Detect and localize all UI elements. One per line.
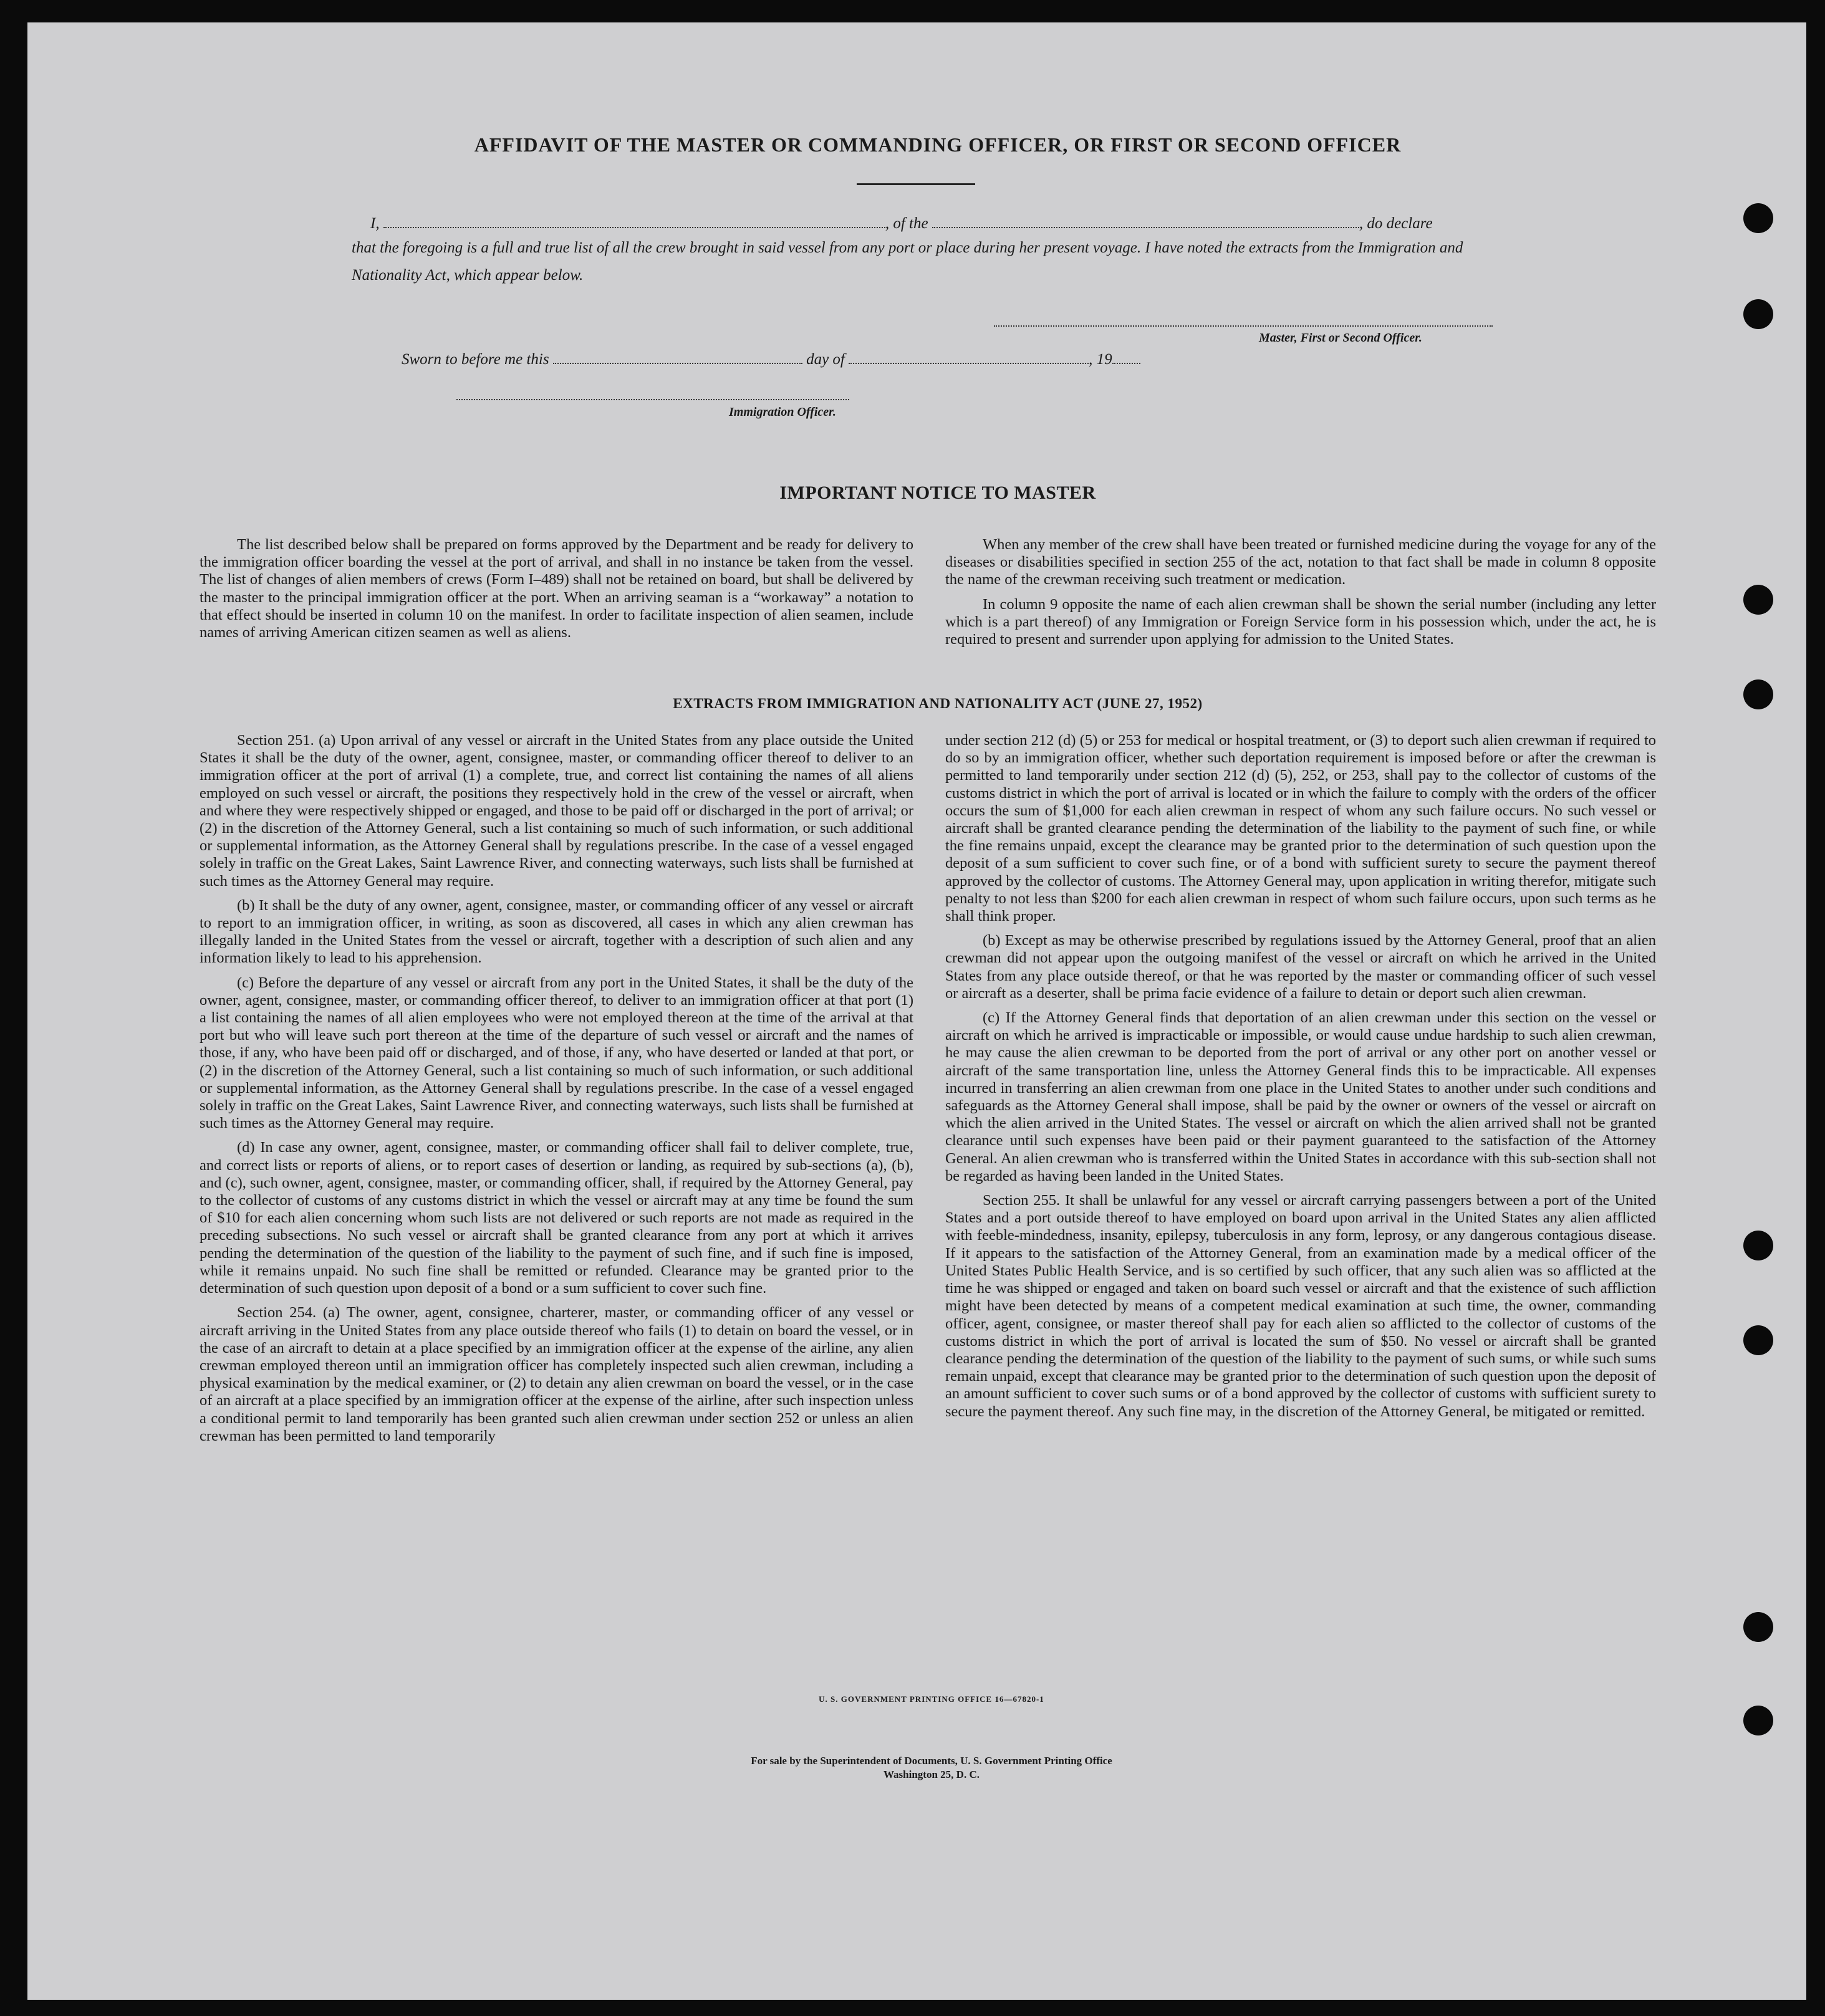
section-paragraph: (c) Before the departure of any vessel or aircraft from any port in the United States, it shall be the duty of the owner, agent, consignee, master, or commanding officer thereof, to deliver to an immigration officer at that port (1) a list containing the names of all alien employees who were not employed thereon at the time of the arrival at that port but who will leave such port thereon at the time of the departure of such vessel or aircraft and the names of those, if any, who have been paid off or discharged, and of those, if any, who have deserted or landed at that port, or (2) in the discretion of the Attorney General, such a list containing so much of such information, or such additional or supplemental information, as the Attorney General shall by regulations prescribe. In the case of a vessel engaged solely in traffic on the Great Lakes, Saint Lawrence River, and connecting waterways, such lists shall be furnished at such times as the Attorney General may require. <box>200 974 913 1132</box>
notice-right-paragraph: In column 9 opposite the name of each alien crewman shall be shown the serial number (including any letter which is a part thereof) of any Immigration or Foreign Service form in his possession which, under the act, he is required to present and surrender upon applying for admission to the United States. <box>945 595 1656 648</box>
punch-hole <box>1743 203 1773 233</box>
master-signature-label: Master, First or Second Officer. <box>1259 331 1422 345</box>
master-signature-line[interactable] <box>994 325 1493 327</box>
title-rule <box>857 183 975 185</box>
punch-hole <box>1743 1706 1773 1735</box>
section-paragraph: (d) In case any owner, agent, consignee, master, or commanding officer shall fail to deliver complete, true, and correct lists or reports of aliens, or to report cases of desertion or landing, as required by sub-sections (a), (b), and (c), such owner, agent, consignee, master, or commanding officer, shall, if required by the Attorney General, pay to the collector of customs of any customs district in which the vessel or aircraft may at any time be found the sum of $10 for each alien concerning whom such lists are not delivered or such reports are not made as required in the preceding subsections. No such vessel or aircraft shall be granted clearance from any port at which it arrives pending the determination of the question of the liability to the payment of such fine, and if such fine is imposed, while it remains unpaid. No such fine shall be remitted or refunded. Clearance may be granted prior to the determination of such question upon deposit of a bond or a sum sufficient to cover such fine. <box>200 1139 913 1297</box>
extracts-left-column <box>200 732 913 1452</box>
do-declare-label: , do declare <box>1359 215 1433 232</box>
extracts-right-column <box>945 732 1656 1428</box>
of-the-label: , of the <box>885 215 928 232</box>
punch-hole <box>1743 1231 1773 1260</box>
notice-left-column <box>200 536 913 648</box>
sworn-day-field[interactable] <box>553 349 802 364</box>
section-paragraph: Section 255. It shall be unlawful for any vessel or aircraft carrying passengers between a port of the United States and a port outside thereof to have employed on board upon arrival in the United States any alien afflicted with feeble-mindedness, insanity, epilepsy, tuberculosis in any form, leprosy, or any dangerous contagious disease. If it appears to the satisfaction of the Attorney General, from an examination made by a medical officer of the United States Public Health Service, and is so certified by such officer, that any such alien was so afflicted at the time he was shipped or engaged and taken on board such vessel or aircraft and that the existence of such affliction might have been detected by means of a competent medical examination at such time, the owner, commanding officer, agent, consignee, or master thereof shall pay for each alien so afflicted to the collector of customs of the customs district in which the port of arrival is located the sum of $50. No vessel or aircraft shall be granted clearance pending the determination of the question of the liability to the payment of such sums, or while such sums remain unpaid, except that clearance may be granted prior to the determination of such question upon the deposit of an amount sufficient to cover such sums or of a bond approved by the collector of customs with sufficient surety to secure the payment thereof. Any such fine may, in the discretion of the Attorney General, be mitigated or remitted. <box>945 1192 1656 1420</box>
notice-right-paragraph: When any member of the crew shall have been treated or furnished medicine during the voyage for any of the diseases or disabilities specified in section 255 of the act, notation to that fact shall be made in column 8 opposite the name of the crewman receiving such treatment or medication. <box>945 536 1656 588</box>
punch-hole <box>1743 585 1773 615</box>
i-label: I, <box>370 215 380 232</box>
notice-left-paragraph: The list described below shall be prepared on forms approved by the Department and be ready for delivery to the immigration officer boarding the vessel at the port of arrival, and shall in no instance be taken from the vessel. The list of changes of alien members of crews (Form I–489) shall not be retained on board, but shall be delivered by the master to the principal immigration officer at the port. When an arriving seaman is a “workaway” a notation to that effect should be inserted in column 10 on the manifest. In order to facilitate inspection of alien seamen, include names of arriving American citizen seamen as well as aliens. <box>200 536 913 641</box>
sworn-month-field[interactable] <box>849 349 1089 364</box>
declaration-text: that the foregoing is a full and true list of all the crew brought in said vessel from any port or place during her present voyage. I have noted the extracts from the Immigration and Nationality Act, which appear below. <box>352 239 1463 284</box>
day-of-label: day of <box>806 351 845 368</box>
immigration-officer-signature-line[interactable] <box>456 399 849 400</box>
punch-hole <box>1743 299 1773 329</box>
punch-hole <box>1743 1612 1773 1642</box>
vessel-name-field[interactable] <box>932 213 1359 228</box>
sworn-year-field[interactable] <box>1112 349 1140 364</box>
declarant-name-field[interactable] <box>383 213 885 228</box>
punch-hole <box>1743 679 1773 709</box>
printing-office-imprint: U. S. GOVERNMENT PRINTING OFFICE 16—67820-1 <box>819 1694 1044 1704</box>
sale-notice <box>589 1754 1274 1782</box>
sworn-line <box>402 349 1140 368</box>
year-prefix-label: , 19 <box>1089 351 1112 368</box>
extracts-title: EXTRACTS FROM IMMIGRATION AND NATIONALITY ACT (JUNE 27, 1952) <box>673 696 1203 711</box>
section-paragraph-continuation: under section 212 (d) (5) or 253 for medical or hospital treatment, or (3) to deport such alien crewman if required to do so by an immigration officer, whether such deportation requirement is imposed before or after the crewman is permitted to land temporarily under section 212 (d) (5), 252, or 253, shall pay to the collector of customs of the customs district in which the port of arrival is located or in which the failure to comply with the orders of the officer occurs the sum of $1,000 for each alien crewman in respect of whom any such failure occurs. No such vessel or aircraft shall be granted clearance pending the determination of the liability to the payment of such fine, or while the fine remains unpaid, except the clearance may be granted prior to the determination of such question upon the deposit of a sum sufficient to cover such fine, or of a bond with sufficient surety to secure the payment thereof approved by the collector of customs. The Attorney General may, upon application in writing therefor, mitigate such penalty to not less than $200 for each alien crewman in respect of whom such failure occurs, upon such terms as he shall think proper. <box>945 732 1656 925</box>
section-paragraph: (c) If the Attorney General finds that deportation of an alien crewman under this section on the vessel or aircraft on which he arrived is impracticable or impossible, or would cause undue hardship to such alien crewman, he may cause the alien crewman to be deported from the port of arrival or any other port on another vessel or aircraft of the same transportation line, unless the Attorney General finds this to be impracticable. All expenses incurred in transferring an alien crewman from one place in the United States to another under such conditions and safeguards as the Attorney General shall impose, shall be paid by the owner or owners of the vessel or aircraft on which the alien arrived in the United States. The vessel or aircraft on which the alien arrived shall not be granted clearance until such expenses have been paid or their payment guaranteed to the satisfaction of the Attorney General. An alien crewman who is transferred within the United States in accordance with this sub-section shall not be regarded as having been landed in the United States. <box>945 1009 1656 1184</box>
notice-title: IMPORTANT NOTICE TO MASTER <box>779 482 1096 503</box>
affidavit-title: AFFIDAVIT OF THE MASTER OR COMMANDING OFFICER, OR FIRST OR SECOND OFFICER <box>474 133 1402 156</box>
section-paragraph: Section 254. (a) The owner, agent, consignee, charterer, master, or commanding officer of any vessel or aircraft arriving in the United States from any place outside thereof who fails (1) to detain on board the vessel, or in the case of an aircraft to detain at a place specified by an immigration officer at the expense of the airline, any alien crewman employed thereon until an immigration officer has completely inspected such alien crewman, including a physical examination by the medical examiner, or (2) to detain any alien crewman on board the vessel, or in the case of an aircraft at a place specified by an immigration officer at the expense of the airline, after such inspection unless a conditional permit to land temporarily has been granted such alien crewman under section 252 or unless an alien crewman has been permitted to land temporarily <box>200 1304 913 1444</box>
sale-notice-line: For sale by the Superintendent of Documents, U. S. Government Printing Office <box>751 1755 1112 1767</box>
document-page <box>27 22 1806 2000</box>
sworn-before-label: Sworn to before me this <box>402 351 549 368</box>
section-paragraph: (b) It shall be the duty of any owner, agent, consignee, master, or commanding officer of any vessel or aircraft to report to an immigration officer, in writing, as soon as discovered, all cases in which any alien crewman has illegally landed in the United States from the vessel or aircraft, together with a description of such alien and any information likely to lead to his apprehension. <box>200 896 913 967</box>
immigration-officer-label: Immigration Officer. <box>729 405 836 419</box>
punch-hole <box>1743 1325 1773 1355</box>
notice-right-column <box>945 536 1656 655</box>
section-paragraph: (b) Except as may be otherwise prescribed by regulations issued by the Attorney General, proof that an alien crewman did not appear upon the outgoing manifest of the vessel or aircraft on which he arrived in the United States from any place outside thereof, or that he was reported by the master or commanding officer of such vessel or aircraft as a deserter, shall be prima facie evidence of a failure to detain or deport such alien crewman. <box>945 932 1656 1002</box>
sale-notice-line: Washington 25, D. C. <box>884 1769 980 1780</box>
declarant-line <box>370 213 1433 233</box>
section-paragraph: Section 251. (a) Upon arrival of any vessel or aircraft in the United States from any place outside the United States it shall be the duty of the owner, agent, consignee, master, or commanding officer thereof to deliver to an immigration officer at the port of arrival (1) a complete, true, and correct list containing the names of all aliens employed on such vessel or aircraft, the positions they respectively hold in the crew of the vessel or aircraft, when and where they were respectively shipped or engaged, and those to be paid off or discharged in the port of arrival; or (2) in the discretion of the Attorney General, such a list containing so much of such information, or such additional or supplemental information, as the Attorney General shall by regulations prescribe. In the case of a vessel engaged solely in traffic on the Great Lakes, Saint Lawrence River, and connecting waterways, such lists shall be furnished at such times as the Attorney General may require. <box>200 732 913 890</box>
